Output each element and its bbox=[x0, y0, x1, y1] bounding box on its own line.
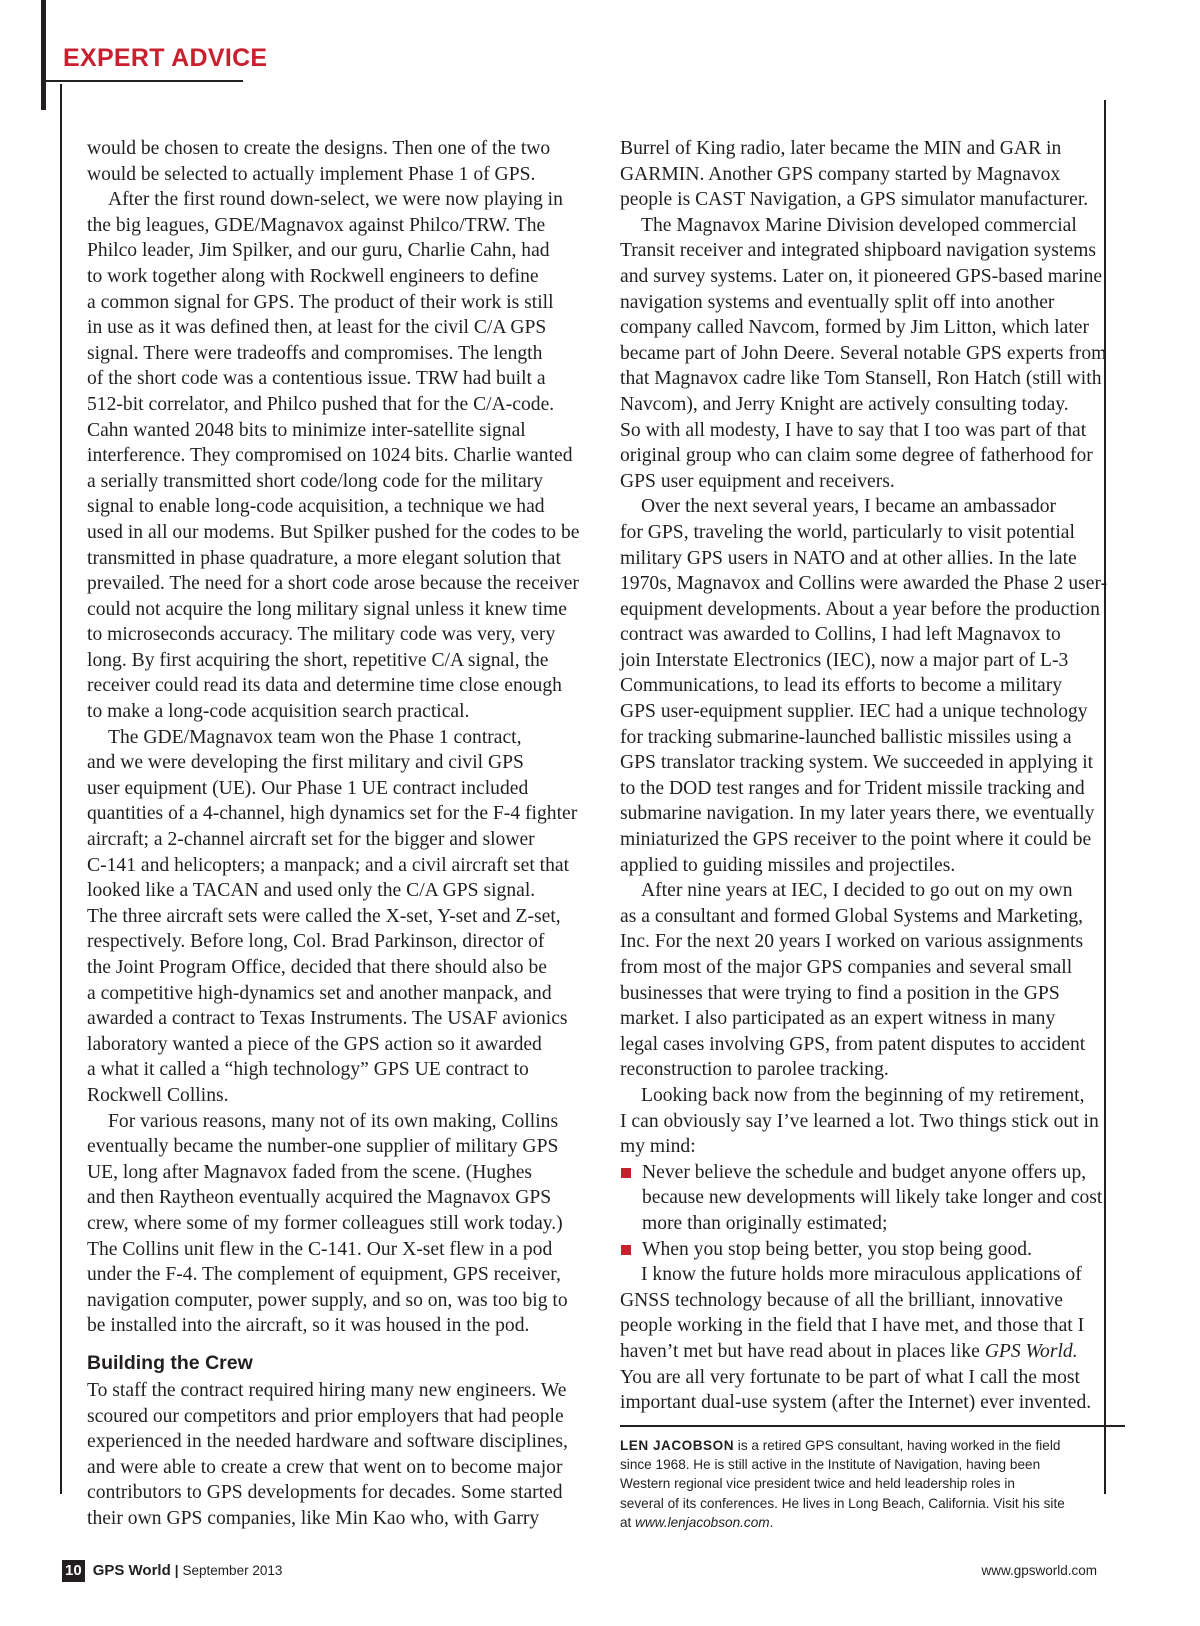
paragraph-line: miniaturized the GPS receiver to the point where it could be bbox=[620, 829, 1092, 851]
paragraph bbox=[620, 494, 1125, 878]
left-column-rule bbox=[60, 84, 62, 1494]
paragraph-line: I can obviously say I’ve learned a lot. Two things stick out in bbox=[620, 1110, 1099, 1132]
bullet-line: more than originally estimated; bbox=[642, 1212, 888, 1234]
website-link[interactable]: www.gpsworld.com bbox=[981, 1563, 1097, 1578]
author-name: LEN JACOBSON bbox=[620, 1437, 735, 1453]
paragraph-line: You are all very fortunate to be part of what I call the most bbox=[620, 1366, 1080, 1388]
paragraph-line: to make a long-code acquisition search practical. bbox=[87, 701, 470, 723]
paragraph-line: from most of the major GPS companies and several small bbox=[620, 957, 1073, 978]
paragraph-line: used in all our modems. But Spilker pushed for the codes to be bbox=[87, 521, 580, 543]
paragraph-line: transmitted in phase quadrature, a more elegant solution that bbox=[87, 547, 561, 569]
paragraph-line: GNSS technology because of all the brilliant, innovative bbox=[620, 1289, 1063, 1311]
paragraph-line: Transit receiver and integrated shipboard navigation systems bbox=[620, 240, 1096, 262]
paragraph-line-text: haven’t met but have read about in places like bbox=[620, 1340, 985, 1362]
paragraph-line: Cahn wanted 2048 bits to minimize inter-satellite signal bbox=[87, 419, 526, 441]
paragraph-line: a serially transmitted short code/long code for the military bbox=[87, 470, 543, 492]
paragraph-line: prevailed. The need for a short code arose because the receiver bbox=[87, 573, 579, 595]
paragraph-line: GPS user-equipment supplier. IEC had a unique technology bbox=[620, 701, 1088, 723]
paragraph-line: Inc. For the next 20 years I worked on various assignments bbox=[620, 931, 1084, 953]
bullet-line: When you stop being better, you stop being good. bbox=[642, 1238, 1032, 1260]
paragraph-line: Navcom), and Jerry Knight are actively consulting today. bbox=[620, 393, 1069, 415]
paragraph-line: be installed into the aircraft, so it was housed in the pod. bbox=[87, 1315, 530, 1337]
paragraph-line: contributors to GPS developments for decades. Some started bbox=[87, 1482, 563, 1504]
paragraph bbox=[87, 187, 592, 724]
paragraph-line: The Magnavox Marine Division developed commercial bbox=[641, 214, 1077, 236]
paragraph-line: legal cases involving GPS, from patent disputes to accident bbox=[620, 1033, 1086, 1055]
paragraph-line: awarded a contract to Texas Instruments. The USAF avionics bbox=[87, 1008, 568, 1030]
paragraph-line: as a consultant and formed Global Systems and Marketing, bbox=[620, 905, 1084, 927]
paragraph-line: long. By first acquiring the short, repetitive C/A signal, the bbox=[87, 649, 549, 671]
bullet-item bbox=[620, 1237, 1125, 1263]
paragraph-line: To staff the contract required hiring many new engineers. We bbox=[87, 1379, 567, 1401]
paragraph-line: respectively. Before long, Col. Brad Parkinson, director of bbox=[87, 931, 545, 953]
paragraph-line: would be chosen to create the designs. Then one of the two bbox=[87, 138, 551, 159]
paragraph-line: So with all modesty, I have to say that I too was part of that bbox=[620, 419, 1087, 441]
paragraph bbox=[87, 1378, 592, 1532]
bullet-square-icon bbox=[621, 1245, 631, 1255]
magazine-title-italic: GPS World. bbox=[984, 1340, 1078, 1362]
paragraph-line: GARMIN. Another GPS company started by Magnavox bbox=[620, 163, 1061, 185]
section-label: EXPERT ADVICE bbox=[63, 44, 268, 72]
paragraph-line: in use as it was defined then, at least for the civil C/A GPS bbox=[87, 317, 547, 339]
paragraph-line: to microseconds accuracy. The military code was very, very bbox=[87, 624, 556, 646]
paragraph-line: a competitive high-dynamics set and another manpack, and bbox=[87, 982, 552, 1004]
paragraph-line: applied to guiding missiles and projectiles. bbox=[620, 854, 956, 876]
paragraph-line: Rockwell Collins. bbox=[87, 1084, 229, 1106]
right-column-body bbox=[620, 136, 1125, 1160]
bio-text: since 1968. He is still active in the Institute of Navigation, having been bbox=[620, 1456, 1041, 1472]
paragraph-line bbox=[620, 1339, 1125, 1365]
paragraph-line: GPS user equipment and receivers. bbox=[620, 470, 895, 492]
paragraph-line: and then Raytheon eventually acquired the Magnavox GPS bbox=[87, 1187, 552, 1209]
paragraph-line: and survey systems. Later on, it pioneered GPS-based marine bbox=[620, 265, 1103, 287]
left-column bbox=[87, 136, 592, 1531]
bullet-line: because new developments will likely take longer and cost bbox=[642, 1187, 1103, 1209]
magazine-name: GPS World bbox=[92, 1562, 171, 1579]
paragraph-line: to work together along with Rockwell engineers to define bbox=[87, 265, 539, 287]
paragraph-line: would be selected to actually implement Phase 1 of GPS. bbox=[87, 163, 536, 185]
subhead-building-the-crew: Building the Crew bbox=[87, 1351, 253, 1374]
paragraph-line: The Collins unit flew in the C-141. Our X-set flew in a pod bbox=[87, 1238, 553, 1260]
paragraph-line: of the short code was a contentious issue. TRW had built a bbox=[87, 368, 546, 390]
bio-text: several of its conferences. He lives in Long Beach, California. Visit his site bbox=[620, 1495, 1065, 1511]
issue-date: September 2013 bbox=[182, 1563, 283, 1578]
header-underline bbox=[41, 80, 243, 82]
paragraph-line: I know the future holds more miraculous applications of bbox=[641, 1264, 1082, 1286]
paragraph-line: interference. They compromised on 1024 bits. Charlie wanted bbox=[87, 445, 573, 467]
paragraph bbox=[620, 213, 1125, 495]
paragraph-line: After the first round down-select, we were now playing in bbox=[108, 189, 563, 211]
paragraph-line: people working in the field that I have met, and those that I bbox=[620, 1315, 1085, 1337]
paragraph-line: navigation systems and eventually split off into another bbox=[620, 291, 1055, 313]
paragraph-line: After nine years at IEC, I decided to go out on my own bbox=[641, 880, 1073, 902]
paragraph bbox=[87, 136, 592, 187]
paragraph-line: scoured our competitors and prior employers that had people bbox=[87, 1405, 564, 1427]
author-website-link[interactable]: www.lenjacobson.com bbox=[635, 1514, 770, 1530]
bullet-square-icon bbox=[621, 1168, 631, 1178]
paragraph-line: for tracking submarine-launched ballistic missiles using a bbox=[620, 726, 1072, 748]
paragraph-line: signal to enable long-code acquisition, a technique we had bbox=[87, 496, 545, 518]
paragraph bbox=[620, 878, 1125, 1083]
paragraph-line: businesses that were trying to find a position in the GPS bbox=[620, 982, 1060, 1004]
paragraph-line: The GDE/Magnavox team won the Phase 1 contract, bbox=[108, 726, 522, 748]
paragraph bbox=[87, 1109, 592, 1339]
paragraph-line: laboratory wanted a piece of the GPS action so it awarded bbox=[87, 1033, 542, 1055]
paragraph-line: to the DOD test ranges and for Trident missile tracking and bbox=[620, 777, 1085, 799]
paragraph-line: Communications, to lead its efforts to become a military bbox=[620, 675, 1063, 697]
paragraph-line: crew, where some of my former colleagues still work today.) bbox=[87, 1212, 563, 1234]
paragraph-line: UE, long after Magnavox faded from the scene. (Hughes bbox=[87, 1161, 533, 1183]
footer-separator: | bbox=[174, 1563, 179, 1578]
paragraph-line: Looking back now from the beginning of my retirement, bbox=[641, 1084, 1085, 1106]
paragraph-line: aircraft; a 2-channel aircraft set for the bigger and slower bbox=[87, 829, 535, 851]
bullet-list bbox=[620, 1160, 1125, 1262]
paragraph-line: for GPS, traveling the world, particularly to visit potential bbox=[620, 521, 1075, 543]
bio-text: at bbox=[620, 1514, 636, 1530]
paragraph-line: the big leagues, GDE/Magnavox against Philco/TRW. The bbox=[87, 214, 546, 236]
paragraph-line: join Interstate Electronics (IEC), now a major part of L-3 bbox=[620, 649, 1069, 671]
paragraph-line: C-141 and helicopters; a manpack; and a civil aircraft set that bbox=[87, 854, 570, 876]
paragraph-line: under the F-4. The complement of equipment, GPS receiver, bbox=[87, 1264, 561, 1286]
paragraph-line: that Magnavox cadre like Tom Stansell, Ron Hatch (still with bbox=[620, 368, 1102, 390]
author-bio bbox=[620, 1436, 1125, 1532]
paragraph-line: navigation computer, power supply, and so on, was too big to bbox=[87, 1289, 568, 1311]
paragraph-line: their own GPS companies, like Min Kao who, with Garry bbox=[87, 1507, 540, 1529]
bullet-item bbox=[620, 1160, 1125, 1237]
paragraph-line: 512-bit correlator, and Philco pushed that for the C/A-code. bbox=[87, 393, 555, 415]
paragraph-line: quantities of a 4-channel, high dynamics set for the F-4 fighter bbox=[87, 803, 578, 825]
paragraph bbox=[620, 136, 1125, 213]
paragraph-line: a common signal for GPS. The product of their work is still bbox=[87, 291, 554, 313]
paragraph-line: Philco leader, Jim Spilker, and our guru, Charlie Cahn, had bbox=[87, 240, 550, 262]
paragraph-line: my mind: bbox=[620, 1136, 696, 1158]
paragraph-line: became part of John Deere. Several notable GPS experts from bbox=[620, 342, 1107, 364]
bio-text: is a retired GPS consultant, having worked in the field bbox=[734, 1437, 1061, 1453]
paragraph-line: equipment developments. About a year before the production bbox=[620, 598, 1100, 620]
paragraph-line: a what it called a “high technology” GPS UE contract to bbox=[87, 1059, 529, 1081]
paragraph-line: For various reasons, many not of its own making, Collins bbox=[108, 1110, 559, 1132]
paragraph-line: looked like a TACAN and used only the C/A GPS signal. bbox=[87, 880, 536, 902]
paragraph-line: people is CAST Navigation, a GPS simulator manufacturer. bbox=[620, 189, 1089, 211]
right-column bbox=[620, 136, 1125, 1532]
paragraph-line: contract was awarded to Collins, I had left Magnavox to bbox=[620, 624, 1061, 646]
paragraph-line: GPS translator tracking system. We succeeded in applying it bbox=[620, 752, 1094, 774]
paragraph-line: important dual-use system (after the Internet) ever invented. bbox=[620, 1392, 1092, 1414]
paragraph-line: market. I also participated as an expert witness in many bbox=[620, 1008, 1056, 1030]
bio-text: Western regional vice president twice and held leadership roles in bbox=[620, 1476, 1015, 1492]
paragraph-line: original group who can claim some degree of fatherhood for bbox=[620, 445, 1093, 467]
paragraph-line: company called Navcom, formed by Jim Litton, which later bbox=[620, 317, 1090, 339]
footer-left bbox=[62, 1560, 282, 1582]
closing-paragraph bbox=[620, 1262, 1125, 1416]
paragraph-line: Burrel of King radio, later became the MIN and GAR in bbox=[620, 138, 1062, 159]
paragraph-line: The three aircraft sets were called the X-set, Y-set and Z-set, bbox=[87, 905, 561, 927]
bio-text: . bbox=[769, 1514, 774, 1530]
paragraph bbox=[620, 1083, 1125, 1160]
header-vertical-rule bbox=[41, 0, 46, 110]
paragraph-line: Over the next several years, I became an ambassador bbox=[641, 496, 1057, 518]
paragraph-line: submarine navigation. In my later years there, we eventually bbox=[620, 803, 1095, 825]
paragraph-line: military GPS users in NATO and at other allies. In the late bbox=[620, 547, 1077, 569]
bio-divider bbox=[620, 1425, 1125, 1427]
paragraph-line: reconstruction to parolee tracking. bbox=[620, 1059, 889, 1081]
paragraph-line: signal. There were tradeoffs and compromises. The length bbox=[87, 342, 543, 364]
paragraph-line: and were able to create a crew that went on to become major bbox=[87, 1456, 563, 1478]
paragraph-line: user equipment (UE). Our Phase 1 UE contract included bbox=[87, 777, 529, 799]
paragraph bbox=[87, 725, 592, 1109]
bullet-line: Never believe the schedule and budget anyone offers up, bbox=[642, 1161, 1087, 1183]
paragraph-line: experienced in the needed hardware and software disciplines, bbox=[87, 1431, 568, 1453]
paragraph-line: could not acquire the long military signal unless it knew time bbox=[87, 598, 567, 620]
paragraph-line: and we were developing the first military and civil GPS bbox=[87, 752, 524, 774]
paragraph-line: 1970s, Magnavox and Collins were awarded the Phase 2 user- bbox=[620, 573, 1108, 595]
paragraph-line: the Joint Program Office, decided that there should also be bbox=[87, 957, 547, 978]
paragraph-line: receiver could read its data and determine time close enough bbox=[87, 675, 562, 697]
paragraph-line: eventually became the number-one supplier of military GPS bbox=[87, 1136, 559, 1158]
page-number: 10 bbox=[62, 1560, 85, 1582]
